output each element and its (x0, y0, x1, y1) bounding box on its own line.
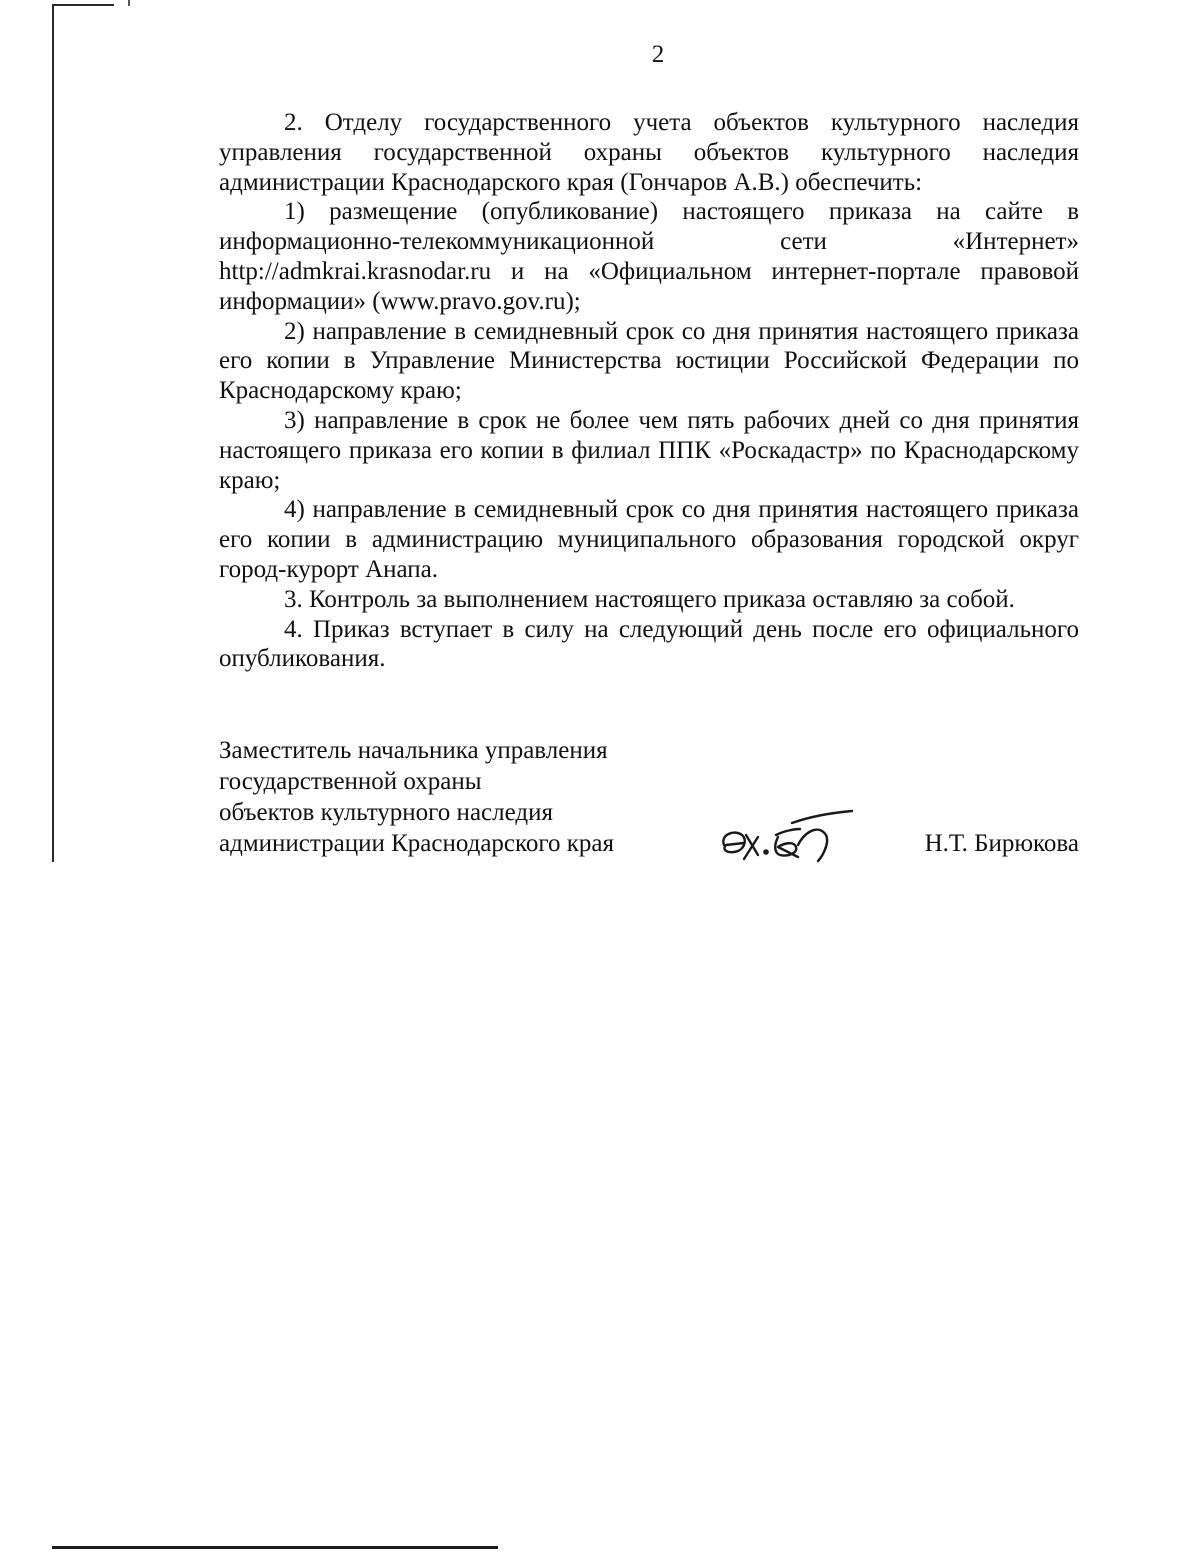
signature-block (219, 735, 1079, 859)
signatory-position-line: администрации Краснодарского края (219, 830, 615, 857)
document-body (219, 108, 1079, 674)
paragraph-subitem-4: 4) направление в семидневный срок со дня принятия настоящего приказа его копии в администрацию муниципального образования городской округ город-курорт Анапа. (219, 496, 1079, 583)
scan-border-top (52, 4, 114, 6)
paragraph-item-3: 3. Контроль за выполнением настоящего приказа оставляю за собой. (284, 585, 1015, 613)
scan-tick-mark (128, 0, 130, 6)
signatory-position-line: объектов культурного наследия (219, 799, 553, 826)
signatory-name: Н.Т. Бирюкова (924, 830, 1079, 857)
scan-border-bottom (52, 1546, 498, 1549)
paragraph-subitem-1: 1) размещение (опубликование) настоящего приказа на сайте в информационно-телекоммуникационной сети «Интернет» http://admkrai.krasnodar.ru и на «Официальном интернет-портале правовой информации» (www.pravo.gov.ru); (219, 198, 1079, 315)
paragraph-subitem-3: 3) направление в срок не более чем пять рабочих дней со дня принятия настоящего приказа его копии в филиал ППК «Роскадастр» по Краснодарскому краю; (219, 406, 1079, 494)
paragraph-item-2: 2. Отделу государственного учета объектов культурного наследия управления государственной охраны объектов культурного наследия администрации Краснодарского края (Гончаров А.В.) обеспечить: (219, 109, 1079, 196)
page-number: 2 (651, 41, 665, 68)
signatory-position-line: государственной охраны (219, 768, 482, 795)
paragraph-subitem-2: 2) направление в семидневный срок со дня принятия настоящего приказа его копии в Управление Министерства юстиции Российской Федерации по Краснодарскому краю; (219, 317, 1079, 405)
signatory-position-line: Заместитель начальника управления (219, 737, 608, 764)
handwritten-signature (714, 805, 864, 867)
paragraph-item-4: 4. Приказ вступает в силу на следующий день после его официального опубликования. (219, 615, 1079, 673)
scan-border-left (52, 4, 54, 862)
